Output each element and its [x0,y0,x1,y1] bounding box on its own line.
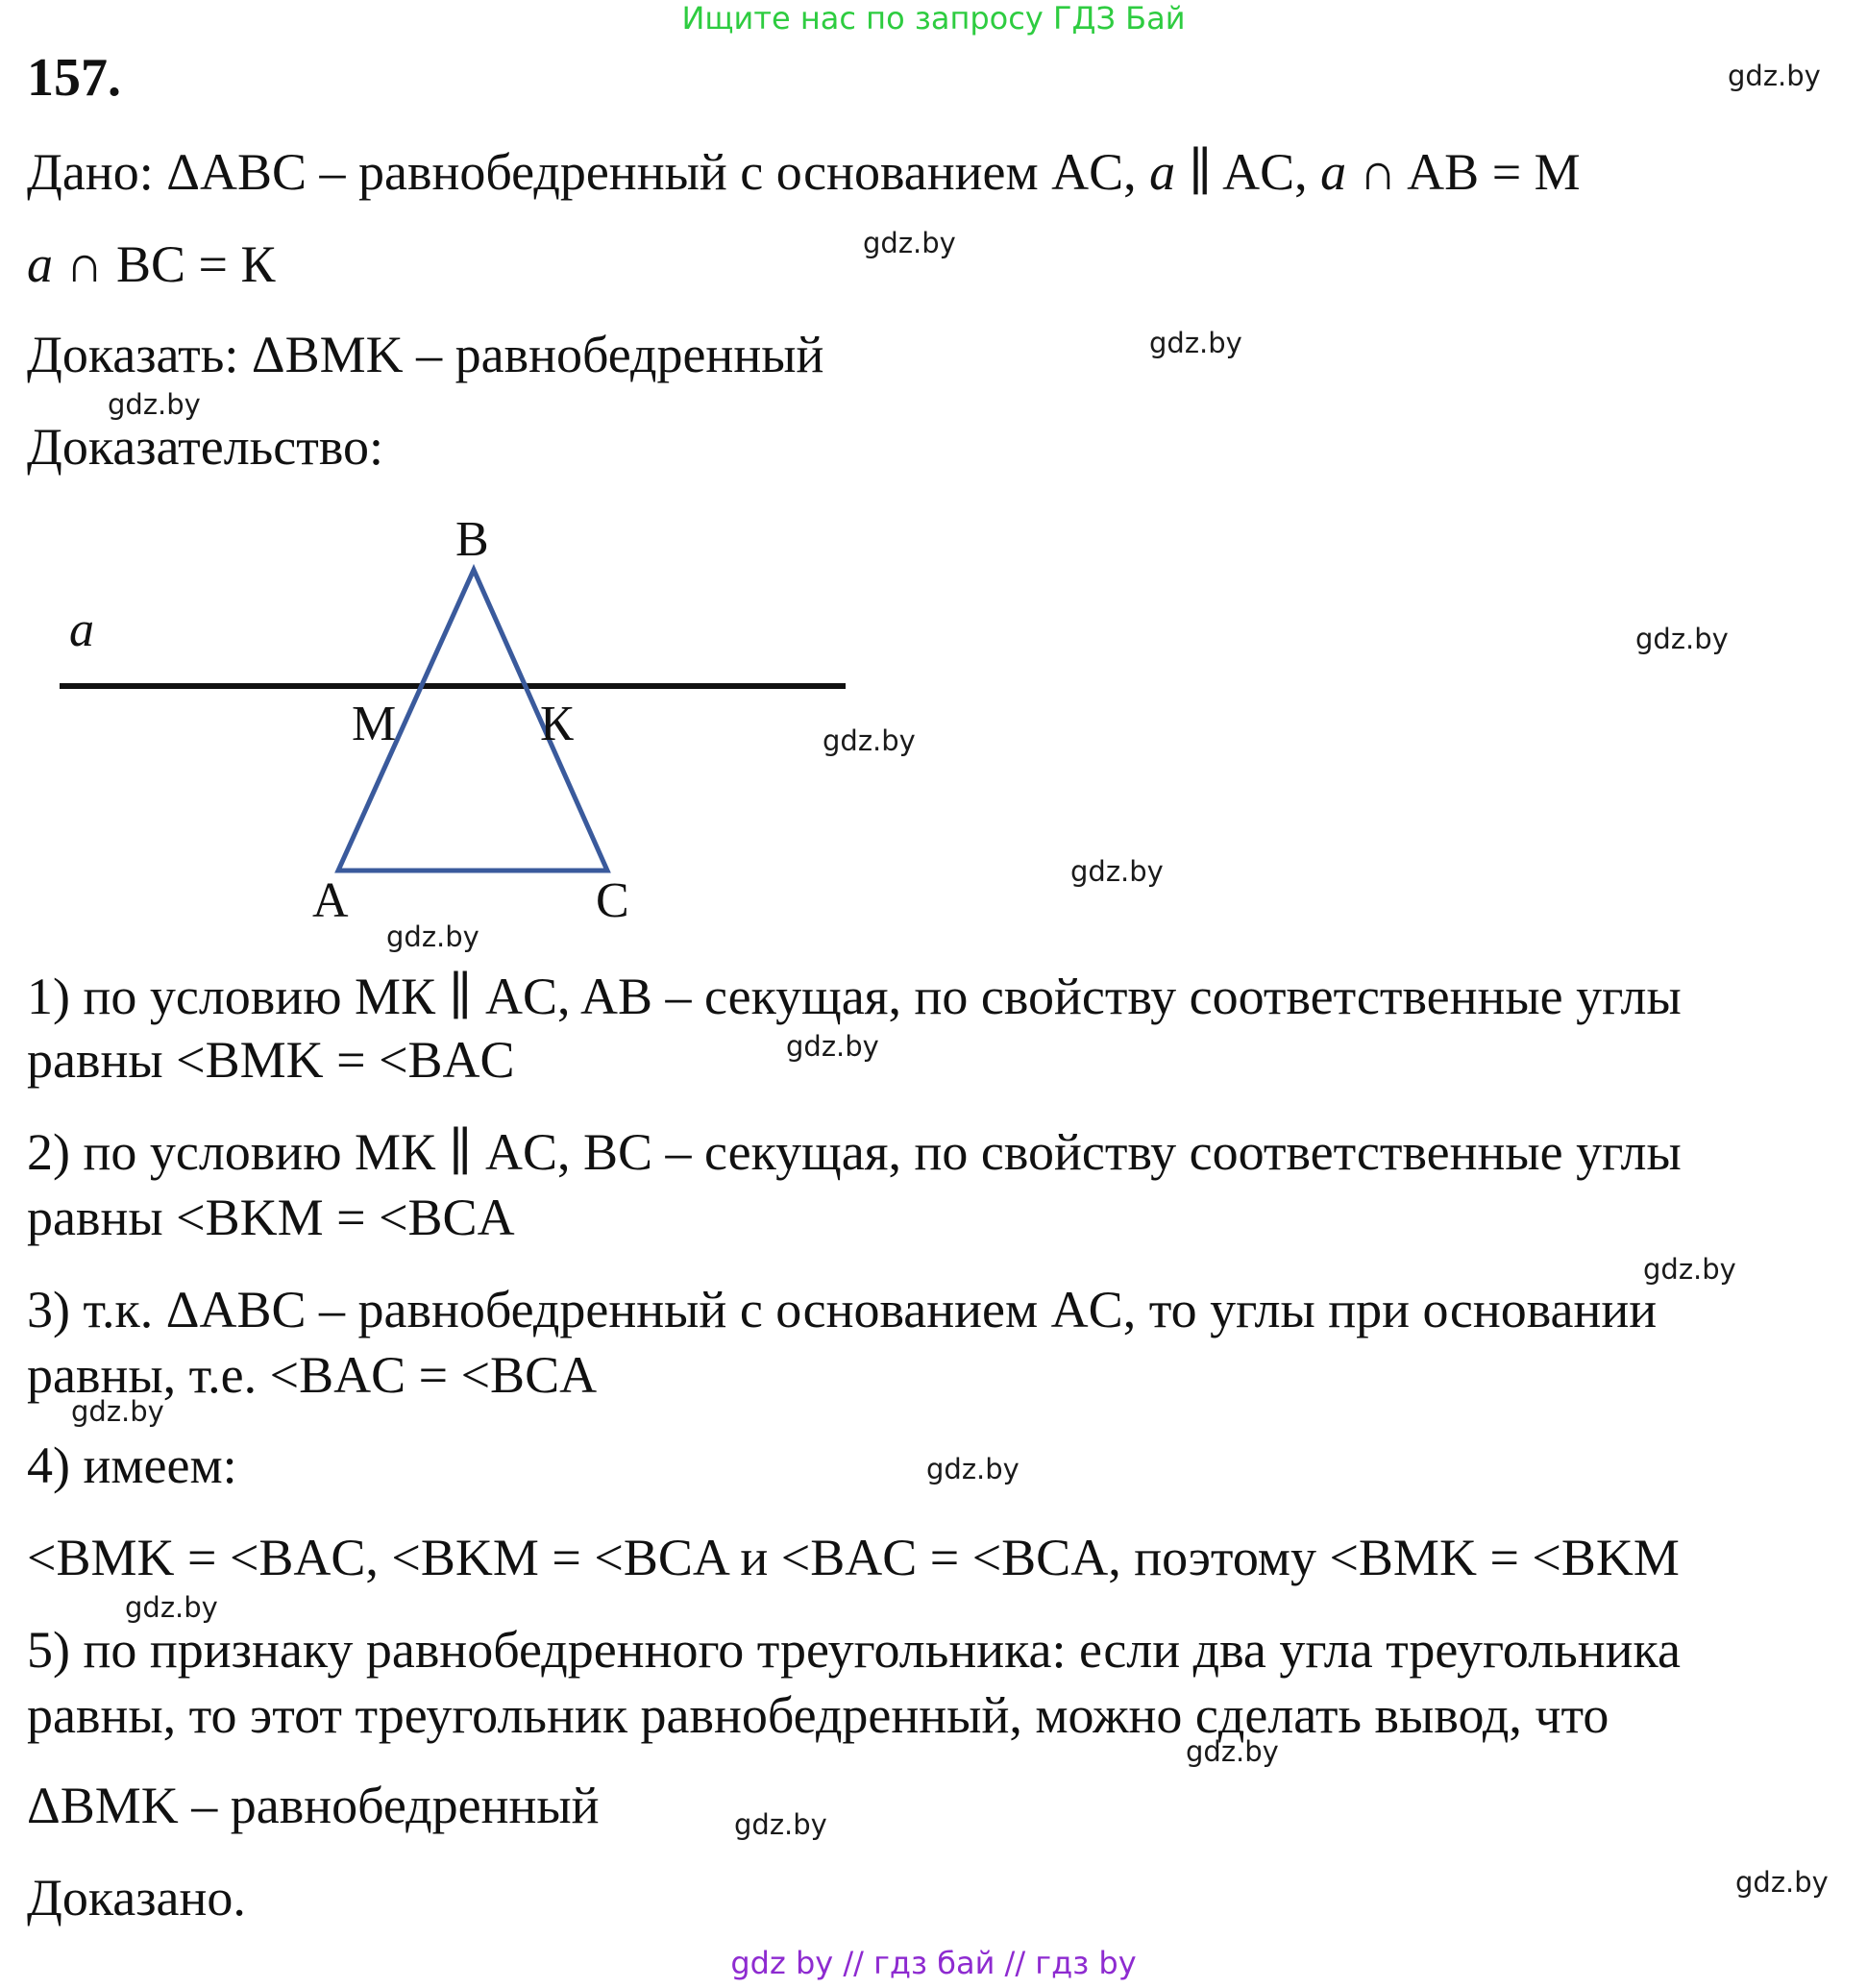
watermark: gdz.by [71,1395,164,1428]
watermark: gdz.by [108,388,201,421]
label-point-m: M [352,697,397,751]
watermark: gdz.by [1186,1735,1279,1768]
problem-number: 157. [27,48,121,108]
watermark: gdz.by [926,1453,1019,1485]
given-label: Дано: [27,143,167,201]
top-banner[interactable]: Ищите нас по запросу ГДЗ Бай [681,0,1186,37]
watermark: gdz.by [1149,327,1242,359]
given-text-b: ∥ AC, [1175,143,1321,201]
step-2-line-2: равны <BKM = <BCA [27,1189,515,1246]
watermark: gdz.by [1735,1866,1829,1899]
watermark: gdz.by [386,920,479,953]
label-point-c: C [596,873,629,928]
step-1-line-2: равны <BMK = <BAC [27,1031,515,1089]
watermark: gdz.by [125,1591,218,1624]
given-line2-text: ∩ BC = К [53,235,276,293]
watermark: gdz.by [1728,60,1821,92]
given-line2-var: a [27,235,53,293]
label-point-a: A [312,873,349,928]
given-line-1 [27,142,1581,202]
watermark: gdz.by [734,1808,827,1841]
label-point-b: B [455,512,489,567]
watermark: gdz.by [863,227,956,259]
step-4-line-2: <BMK = <BAC, <BKM = <BCA и <BAC = <BCA, поэтому <BMK = <BKM [27,1529,1680,1586]
watermark: gdz.by [1635,623,1729,655]
step-4-line-1: 4) имеем: [27,1436,237,1494]
step-5-line-2: равны, то этот треугольник равнобедренный, можно сделать вывод, что [27,1686,1609,1744]
label-point-k: К [540,697,574,751]
step-5-line-1: 5) по признаку равнобедренного треугольника: если два угла треугольника [27,1621,1681,1679]
step-3-line-1: 3) т.к. ΔABC – равнобедренный с основанием AC, то углы при основании [27,1281,1658,1338]
step-1-line-1: 1) по условию МК ∥ AC, AB – секущая, по свойству соответственные углы [27,968,1682,1025]
step-2-line-1: 2) по условию МК ∥ AC, BC – секущая, по свойству соответственные углы [27,1123,1682,1181]
watermark: gdz.by [823,724,916,757]
proved: Доказано. [27,1869,246,1927]
given-var-a: a [1149,143,1176,201]
watermark: gdz.by [1643,1253,1736,1286]
triangle-figure [0,500,922,942]
footer-links[interactable]: gdz by // гдз бай // гдз by [730,1945,1137,1981]
watermark: gdz.by [786,1030,879,1063]
watermark: gdz.by [1070,855,1164,888]
proof-header: Доказательство: [27,418,383,476]
given-line-2 [27,234,276,294]
conclusion: ΔBMK – равнобедренный [27,1777,600,1834]
given-text-c: ∩ AB = M [1346,143,1581,201]
prove-statement: Доказать: ΔBMK – равнобедренный [27,326,824,383]
given-var-a2: a [1320,143,1347,201]
step-3-line-2: равны, т.е. <BAC = <BCA [27,1346,598,1404]
label-line-a: a [69,602,94,657]
given-text-a: ΔABC – равнобедренный с основанием AC, [166,143,1150,201]
